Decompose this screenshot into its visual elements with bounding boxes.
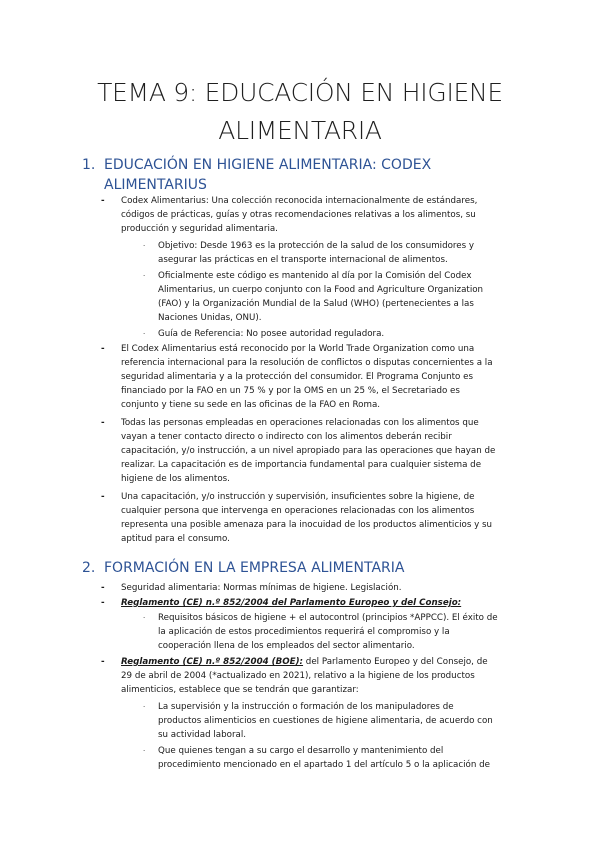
sub-list-item-text: La supervisión y la instrucción o formación de los manipuladores de productos alimenticios en cuestiones de higiene alimentaria, de acuerdo con su actividad laboral. [158,702,493,741]
section-1-heading [82,155,504,195]
list-item [101,655,499,697]
dash-marker: - [101,418,105,428]
list-item [101,596,499,610]
regulation-reference: Reglamento (CE) n.º 852/2004 (BOE): [121,657,304,667]
regulation-reference: Reglamento (CE) n.º 852/2004 del Parlamento Europeo y del Consejo: [121,598,462,608]
dash-marker: - [101,196,105,206]
dash-marker: - [101,344,105,354]
section-number: 2. [82,560,96,576]
sub-list-item-text: Guía de Referencia: No posee autoridad reguladora. [158,329,385,339]
sub-list-item-text: Que quienes tengan a su cargo el desarrollo y mantenimiento del procedimiento mencionado en el apartado 1 del artículo 5 o la aplicación de [158,746,490,771]
list-item [101,581,499,595]
bullet-marker: · [143,703,146,711]
section-title: FORMACIÓN EN LA EMPRESA ALIMENTARIA [104,560,405,576]
list-item-text: Una capacitación, y/o instrucción y supervisión, insuficientes sobre la higiene, de cualquier persona que intervenga en operaciones relacionadas con los alimentos representa una posible amenaza para la inocuidad de los productos alimenticios y su aptitud para el consumo. [121,492,493,545]
bullet-marker: · [143,242,146,250]
sub-list-item [143,700,498,742]
page-title: TEMA 9: EDUCACIÓN EN HIGIENE ALIMENTARIA [97,78,503,145]
bullet-marker: · [143,747,146,755]
list-item-text: Seguridad alimentaria: Normas mínimas de higiene. Legislación. [121,583,402,593]
sub-list-item-text: Requisitos básicos de higiene + el autocontrol (principios *APPCC). El éxito de la aplicación de estos procedimientos requerirá el compromiso y la cooperación llena de los empleados del sector alimentario. [158,613,498,652]
sub-list-item [143,611,498,653]
list-item-text: Codex Alimentarius: Una colección reconocida internacionalmente de estándares, códigos de prácticas, guías y otras recomendaciones relativas a los alimentos, su producción y seguridad alimentaria. [121,196,478,235]
list-item-text: del Parlamento Europeo y del Consejo, de 29 de abril de 2004 (*actualizado en 2021), relativo a la higiene de los productos alimenticios, establece que se tendrán que garantizar: [121,657,488,696]
sub-list-item-text: Oficialmente este código es mantenido al día por la Comisión del Codex Alimentarius, un cuerpo conjunto con la Food and Agriculture Organization (FAO) y la Organización Mundial de la Salud (WHO) (pertenecientes a las Naciones Unidas, ONU). [158,271,484,324]
sub-list-item [143,327,498,341]
list-item [101,194,499,236]
dash-marker: - [101,657,105,667]
sub-list-item-text: Objetivo: Desde 1963 es la protección de la salud de los consumidores y asegurar las prácticas en el transporte internacional de alimentos. [158,241,475,266]
dash-marker: - [101,598,105,608]
list-item-text: Todas las personas empleadas en operaciones relacionadas con los alimentos que vayan a tener contacto directo o indirecto con los alimentos deberán recibir capacitación, y/o instrucción, a un nivel apropiado para las operaciones que hayan de realizar. La capacitación es de importancia fundamental para cualquier sistema de higiene de los alimentos. [121,418,496,485]
sub-list-item [143,744,498,772]
list-item-text: El Codex Alimentarius está reconocido por la World Trade Organization como una referencia internacional para la resolución de conflictos o disputas concernientes a la seguridad alimentaria y a la protección del consumidor. El Programa Conjunto es financiado por la FAO en un 75 % y por la OMS en un 25 %, el Secretariado es conjunto y tiene su sede en las oficinas de la FAO en Roma. [121,344,493,411]
section-2-heading [82,558,504,578]
sub-list-item [143,239,498,267]
sub-list-item [143,269,498,325]
bullet-marker: · [143,272,146,280]
bullet-marker: · [143,330,146,338]
dash-marker: - [101,492,105,502]
section-title: EDUCACIÓN EN HIGIENE ALIMENTARIA: CODEX ALIMENTARIUS [104,157,432,193]
bullet-marker: · [143,614,146,622]
list-item [101,342,499,412]
list-item [101,416,499,486]
list-item [101,490,499,546]
section-number: 1. [82,157,96,173]
dash-marker: - [101,583,105,593]
